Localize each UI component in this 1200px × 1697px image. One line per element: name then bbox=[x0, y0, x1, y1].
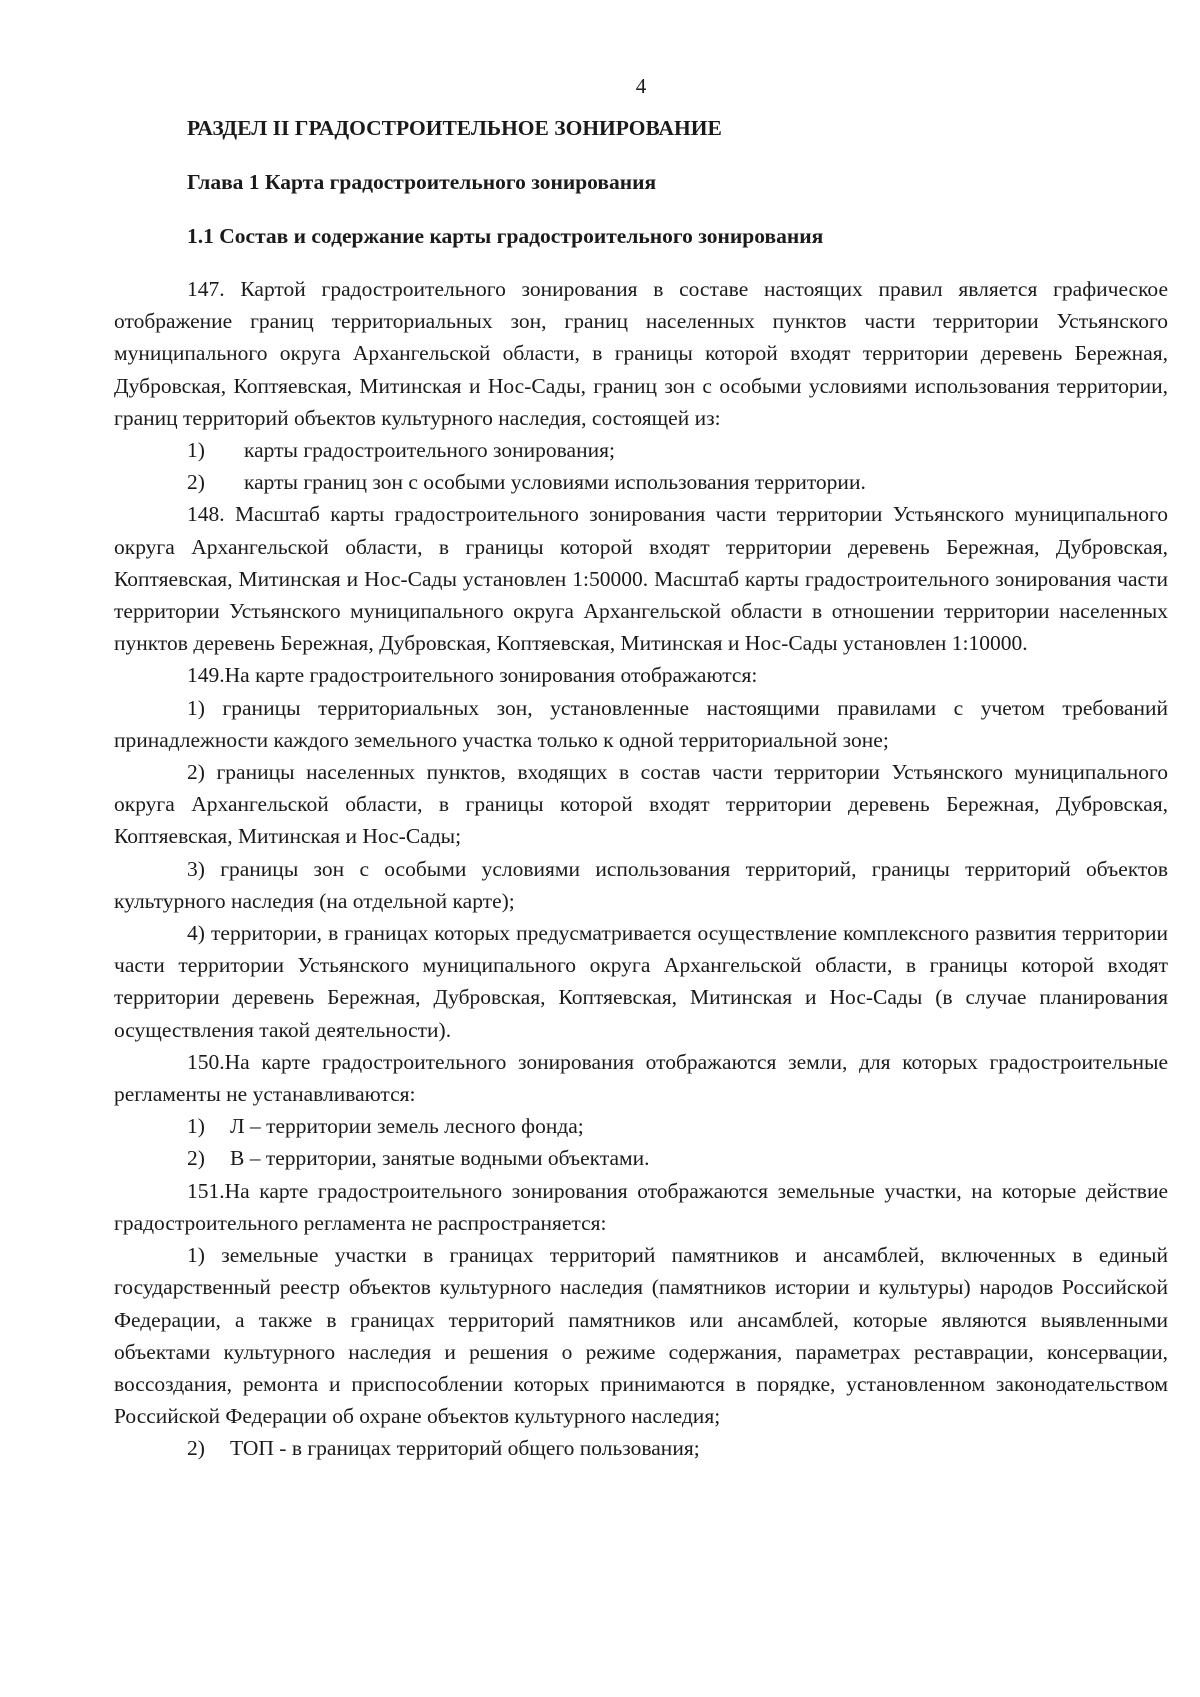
paragraph-151: 151.На карте градостроительного зонирования отображаются земельные участки, на которые действие градостроительного регламента не распространяется: bbox=[114, 1178, 1168, 1235]
list-item bbox=[114, 434, 1168, 466]
list-item-text: карты градостроительного зонирования; bbox=[244, 438, 615, 463]
paragraph-149-item-3: 3) границы зон с особыми условиями использования территорий, границы территорий объектов культурного наследия (на отдельной карте); bbox=[114, 856, 1168, 913]
list-item-text: карты границ зон с особыми условиями использования территории. bbox=[244, 470, 866, 495]
list-item bbox=[114, 1142, 1168, 1174]
page-number: 4 bbox=[635, 74, 647, 98]
list-item-number: 2) bbox=[187, 1146, 205, 1171]
paragraph-148: 148. Масштаб карты градостроительного зонирования части территории Устьянского муниципального округа Архангельской области, в границы которой входят территории деревень Бережная, Дубровская, Коптяевская, Митинская и Нос-Сады установлен 1:50000. Масштаб карты градостроительного зонирования части территории Устьянского муниципального округа Архангельской области в отношении территории населенных пунктов деревень Бережная, Дубровская, Коптяевская, Митинская и Нос-Сады установлен 1:10000. bbox=[114, 502, 1168, 656]
list-item-text: ТОП - в границах территорий общего пользования; bbox=[230, 1436, 700, 1461]
paragraph-149: 149.На карте градостроительного зонирования отображаются: bbox=[187, 663, 758, 688]
list-item-text: Л – территории земель лесного фонда; bbox=[230, 1114, 584, 1139]
list-item-number: 1) bbox=[187, 438, 205, 463]
document-body bbox=[114, 112, 1168, 1465]
list-item-number: 2) bbox=[187, 1436, 205, 1461]
paragraph-147: 147. Картой градостроительного зонирования в составе настоящих правил является графическое отображение границ территориальных зон, границ населенных пунктов части территории Устьянского муниципального округа Архангельской области, в границы которой входят территории деревень Бережная, Дубровская, Коптяевская, Митинская и Нос-Сады, границ зон с особыми условиями использования территории, границ территорий объектов культурного наследия, состоящей из: bbox=[114, 277, 1168, 430]
paragraph-151-item-1: 1) земельные участки в границах территорий памятников и ансамблей, включенных в единый государственный реестр объектов культурного наследия (памятников истории и культуры) народов Российской Федерации, а также в границах территорий памятников или ансамблей, которые являются выявленными объектами культурного наследия и решения о режиме содержания, параметрах реставрации, консервации, воссоздания, ремонта и приспособлении которых принимаются в порядке, установленном законодательством Российской Федерации об охране объектов культурного наследия; bbox=[114, 1243, 1168, 1429]
list-item bbox=[114, 1432, 1168, 1464]
paragraph-149-item-2: 2) границы населенных пунктов, входящих в состав части территории Устьянского муниципального округа Архангельской области, в границы которой входят территории деревень Бережная, Дубровская, Коптяевская, Митинская и Нос-Сады; bbox=[114, 760, 1168, 849]
paragraph-149-item-4: 4) территории, в границах которых предусматривается осуществление комплексного развития территории части территории Устьянского муниципального округа Архангельской области, в границы которой входят территории деревень Бережная, Дубровская, Коптяевская, Митинская и Нос-Сады (в случае планирования осуществления такой деятельности). bbox=[114, 921, 1168, 1042]
section-heading: РАЗДЕЛ II ГРАДОСТРОИТЕЛЬНОЕ ЗОНИРОВАНИЕ bbox=[187, 116, 722, 140]
list-item bbox=[114, 466, 1168, 498]
paragraph-150: 150.На карте градостроительного зонирования отображаются земли, для которых градостроительные регламенты не устанавливаются: bbox=[114, 1049, 1168, 1107]
subsection-heading: 1.1 Состав и содержание карты градостроительного зонирования bbox=[187, 224, 824, 248]
paragraph-149-item-1: 1) границы территориальных зон, установленные настоящими правилами с учетом требований принадлежности каждого земельного участка только к одной территориальной зоне; bbox=[114, 695, 1168, 752]
list-item-number: 2) bbox=[187, 470, 205, 495]
chapter-heading: Глава 1 Карта градостроительного зонирования bbox=[187, 170, 657, 194]
list-item-number: 1) bbox=[187, 1114, 205, 1139]
list-item bbox=[114, 1110, 1168, 1142]
list-item-text: В – территории, занятые водными объектами. bbox=[230, 1146, 650, 1171]
